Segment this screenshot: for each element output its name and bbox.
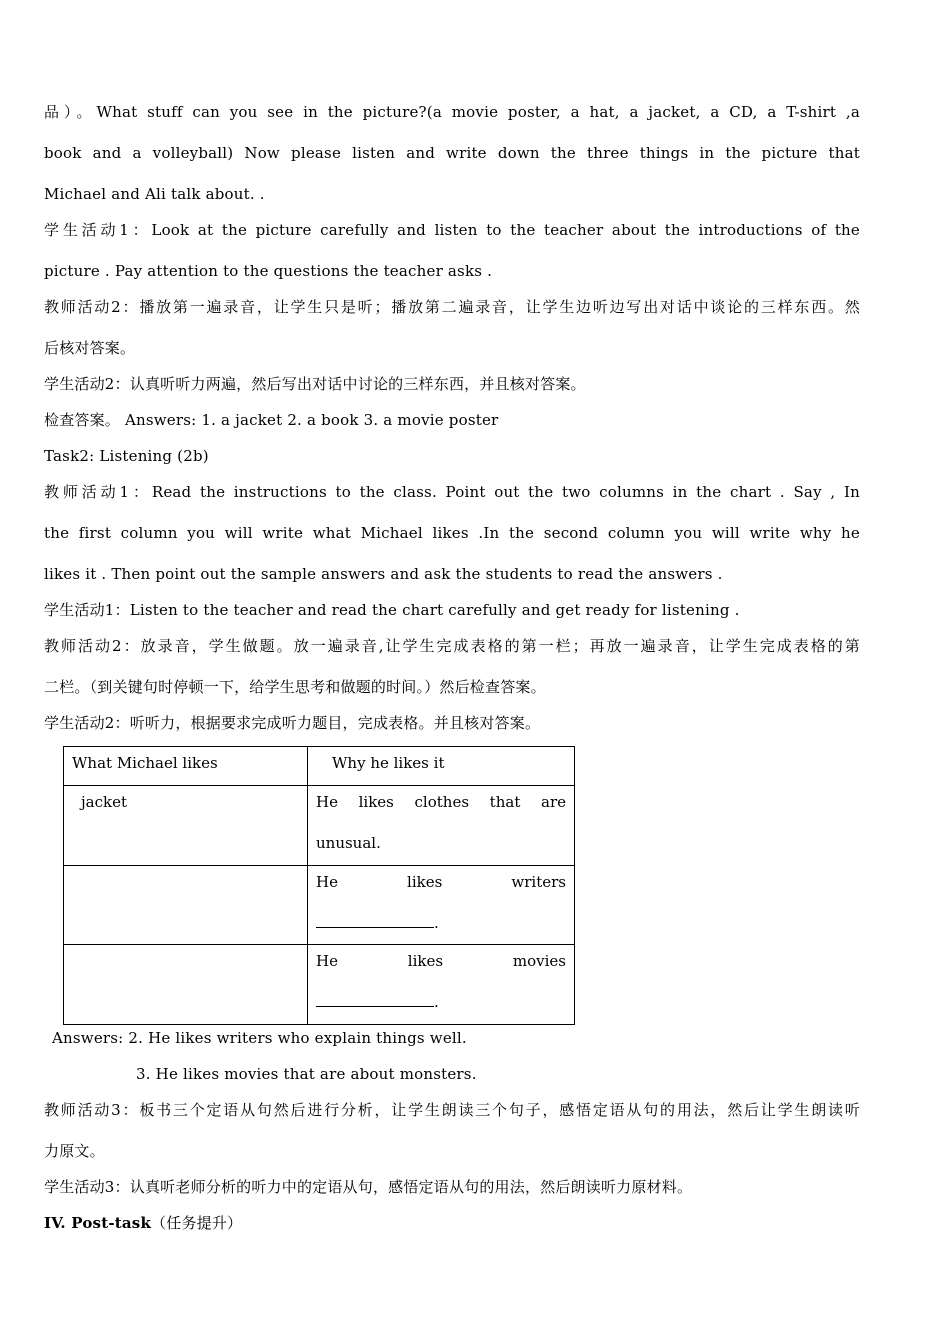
text-line: book and a volleyball) Now please listen and write down the three things in the picture that <box>44 144 860 162</box>
text-line: 二栏。（到关键句时停顿一下，给学生思考和做题的时间。）然后检查答案。 <box>44 678 546 696</box>
table-header-row <box>64 747 575 786</box>
answers-line: 3. He likes movies that are about monsters. <box>136 1065 477 1083</box>
text-line: 品）。What stuff can you see in the picture?(a movie poster, a hat, a jacket, a CD, a T-shirt ,a <box>44 103 860 121</box>
table-cell <box>308 786 575 866</box>
text-line: 教师活动2：放录音，学生做题。放一遍录音,让学生完成表格的第一栏；再放一遍录音，让学生完成表格的第 <box>44 637 860 655</box>
answers-line: 检查答案。 Answers: 1. a jacket 2. a book 3. a movie poster <box>44 411 499 429</box>
table-row <box>64 945 575 1025</box>
blank-period: . <box>434 914 439 932</box>
task-heading: Task2: Listening (2b) <box>44 447 209 465</box>
text-line: 学生活动3：认真听老师分析的听力中的定语从句，感悟定语从句的用法，然后朗读听力原材料。 <box>44 1178 693 1196</box>
cell-reason-line: unusual. <box>316 834 381 852</box>
text-line: 教师活动2：播放第一遍录音，让学生只是听；播放第二遍录音，让学生边听边写出对话中谈论的三样东西。然 <box>44 298 860 316</box>
table-row <box>64 866 575 945</box>
text-line: 教师活动3：板书三个定语从句然后进行分析，让学生朗读三个句子，感悟定语从句的用法，然后让学生朗读听 <box>44 1101 860 1119</box>
text-line: 学生活动2：听听力，根据要求完成听力题目，完成表格。并且核对答案。 <box>44 714 541 732</box>
answers-line: Answers: 2. He likes writers who explain things well. <box>52 1029 467 1047</box>
header-what-michael-likes: What Michael likes <box>72 754 218 772</box>
table-header-cell <box>64 747 308 786</box>
text-line: 学生活动1：Listen to the teacher and read the chart carefully and get ready for listening . <box>44 601 740 619</box>
text-line: the first column you will write what Michael likes .In the second column you will write why he <box>44 524 860 542</box>
text-line: picture . Pay attention to the questions the teacher asks . <box>44 262 493 280</box>
section-heading-subtitle: （任务提升） <box>151 1214 243 1232</box>
table-header-cell <box>308 747 575 786</box>
cell-reason-line: He likes movies <box>316 952 566 970</box>
text-line: 学生活动1：Look at the picture carefully and listen to the teacher about the introductions of the <box>44 221 860 239</box>
blank-period: . <box>434 993 439 1011</box>
cell-reason-line: He likes writers <box>316 873 566 891</box>
cell-reason-line: He likes clothes that are <box>316 793 566 811</box>
header-why-he-likes-it: Why he likes it <box>332 754 445 772</box>
table-cell <box>308 866 575 945</box>
cell-jacket: jacket <box>81 793 127 811</box>
listening-chart <box>63 746 575 1025</box>
table-cell <box>308 945 575 1025</box>
text-line: 后核对答案。 <box>44 339 136 357</box>
table-cell-empty <box>64 866 308 945</box>
table-row <box>64 786 575 866</box>
table-cell <box>64 786 308 866</box>
text-line: 学生活动2：认真听听力两遍，然后写出对话中讨论的三样东西，并且核对答案。 <box>44 375 586 393</box>
table-cell-empty <box>64 945 308 1025</box>
section-heading <box>44 1213 860 1233</box>
text-line: 力原文。 <box>44 1142 105 1160</box>
text-line: Michael and Ali talk about. . <box>44 185 265 203</box>
text-line: 教师活动1：Read the instructions to the class. Point out the two columns in the chart . Say , In <box>44 483 860 501</box>
answer-blank <box>316 913 434 928</box>
answer-blank <box>316 992 434 1007</box>
text-line: likes it . Then point out the sample answers and ask the students to read the answers . <box>44 565 723 583</box>
section-heading-title: IV. Post-task <box>44 1214 152 1232</box>
